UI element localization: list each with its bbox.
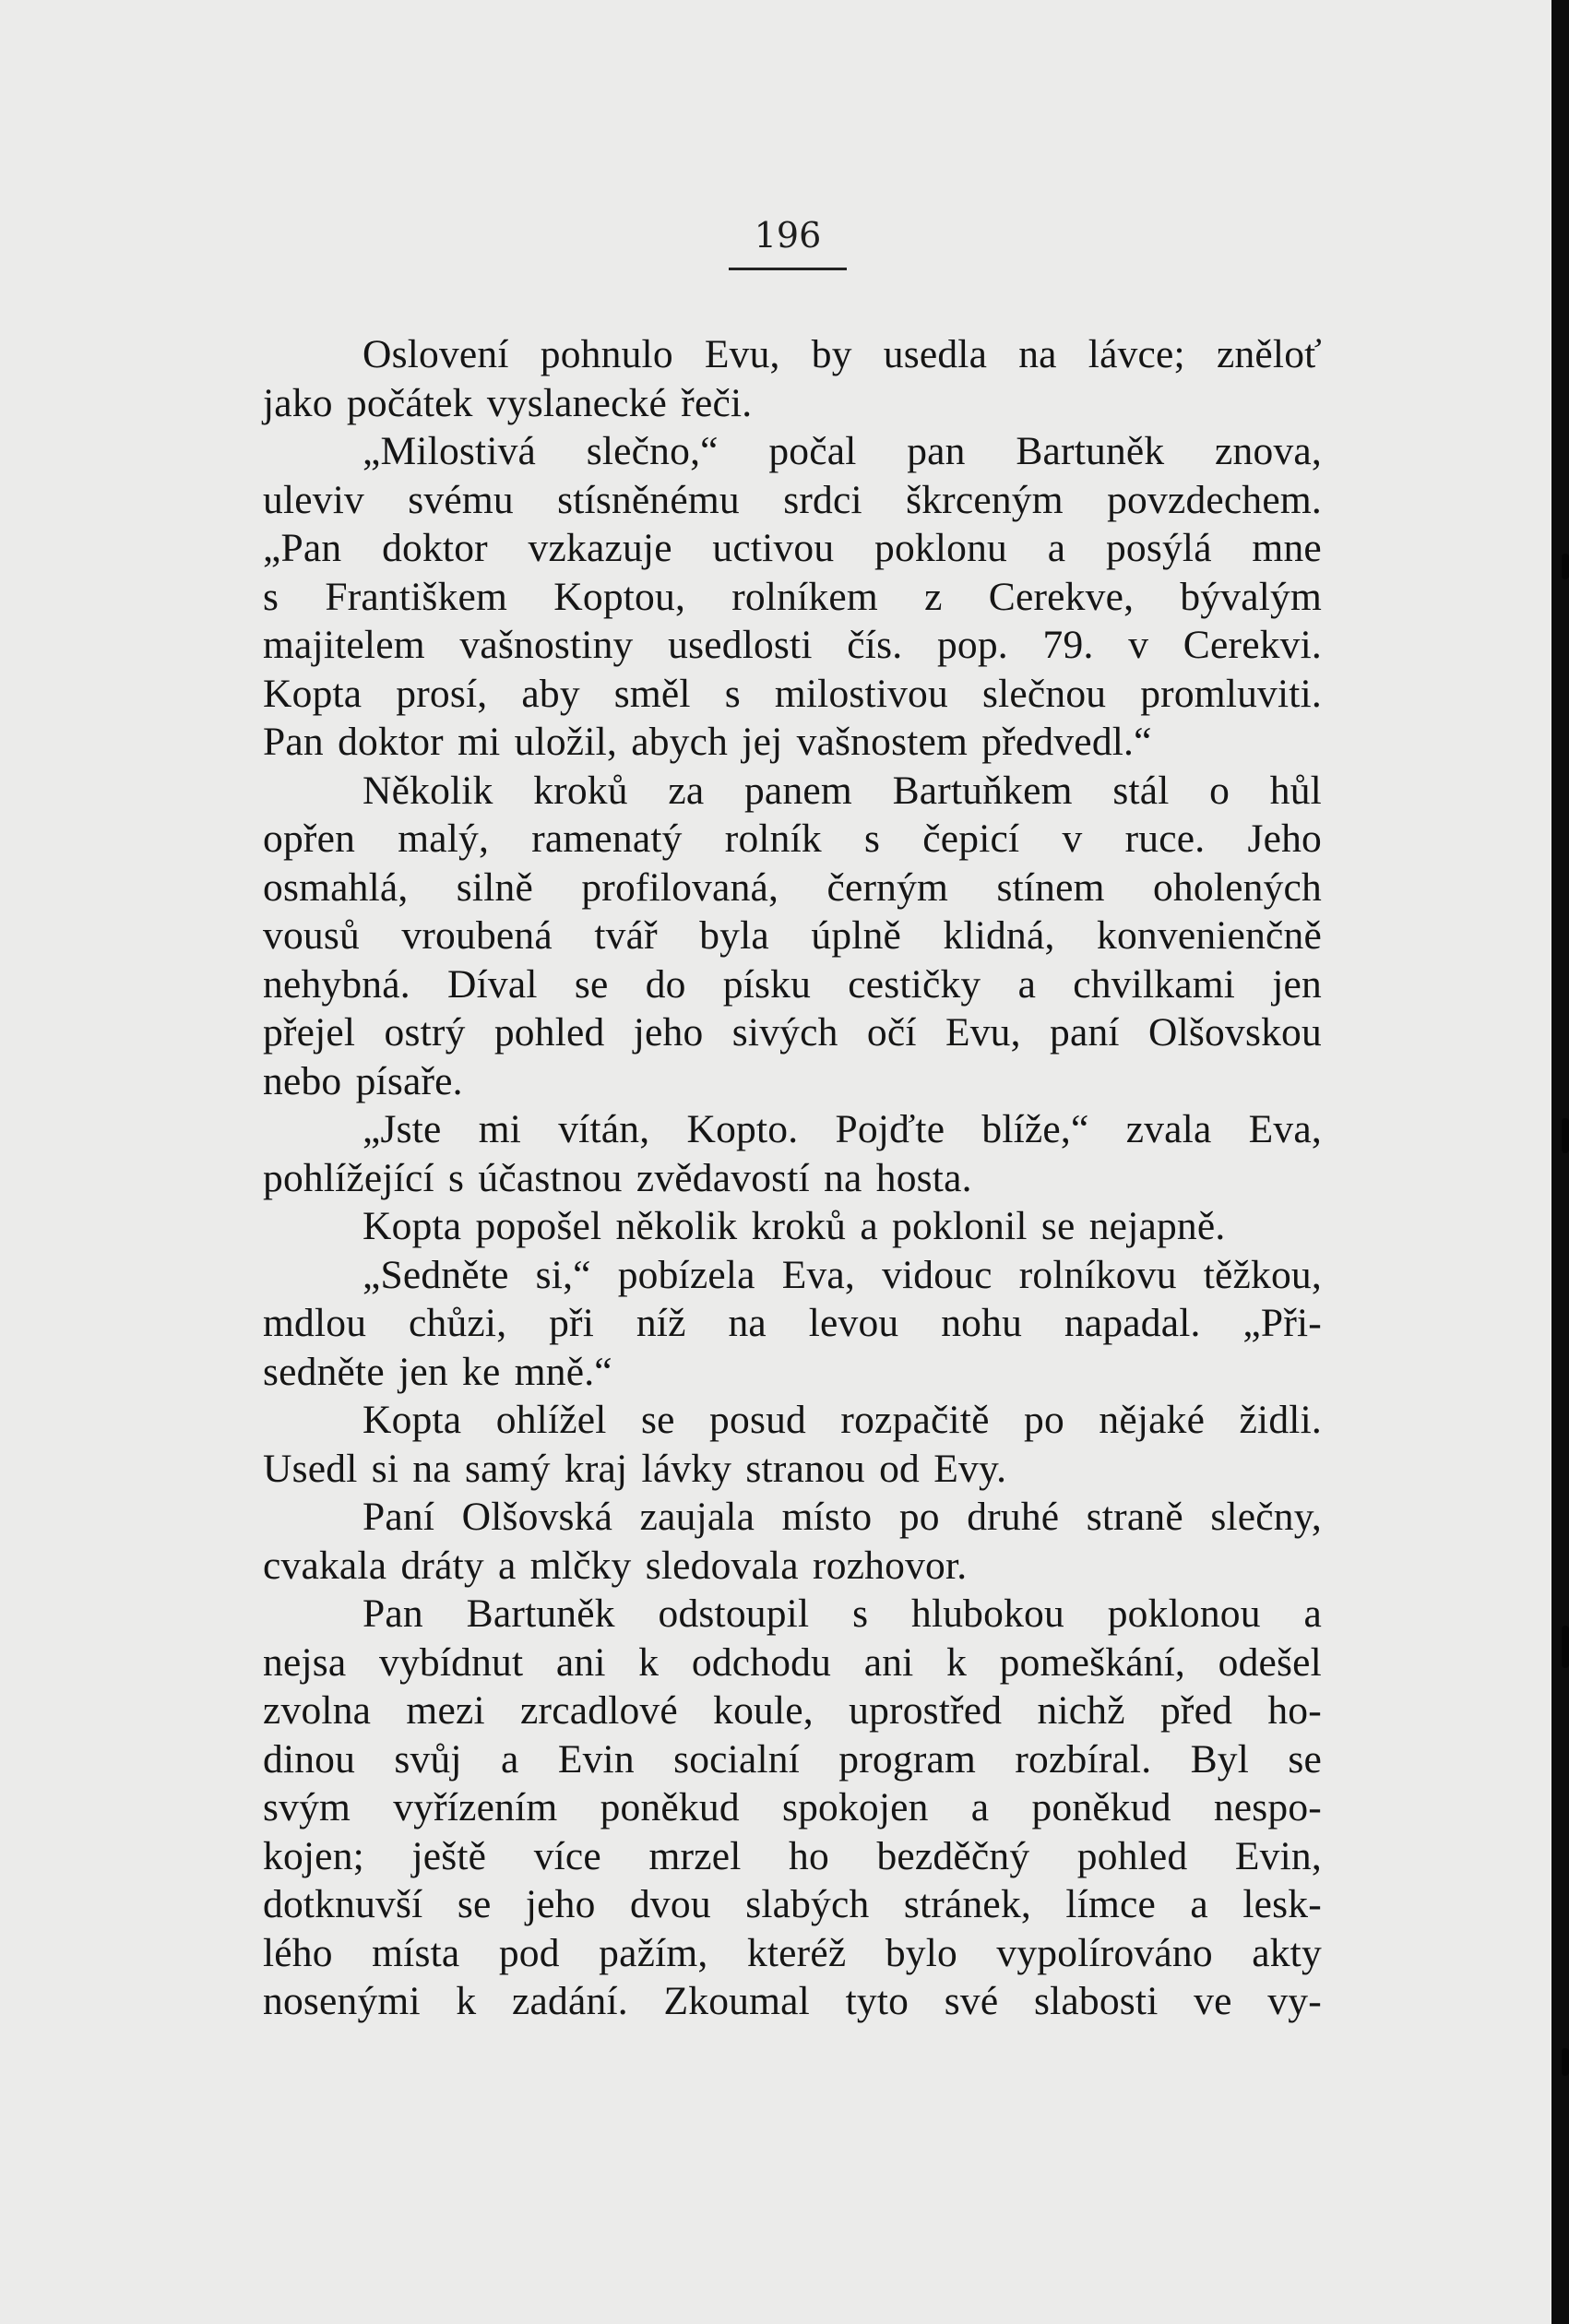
text-line: osmahlá, silně profilovaná, černým stínem oholených [263, 864, 1322, 910]
text-line: opřen malý, ramenatý rolník s čepicí v ruce. Jeho [263, 816, 1322, 861]
text-line: cvakala dráty a mlčky sledovala rozhovor. [263, 1543, 968, 1588]
text-line: majitelem vašnostiny usedlosti čís. pop. 79. v Cerekvi. [263, 623, 1322, 667]
scan-edge-mark [1562, 554, 1569, 579]
text-line: dotknuvší se jeho dvou slabých stránek, límce a lesk- [263, 1882, 1322, 1926]
text-line: Usedl si na samý kraj lávky stranou od Evy. [263, 1446, 1007, 1491]
scan-edge-mark [1562, 2048, 1569, 2076]
text-line: pohlížející s účastnou zvědavostí na hosta. [263, 1155, 972, 1200]
text-line: nebo písaře. [263, 1058, 463, 1103]
text-line: nosenými k zadání. Zkoumal tyto své slabosti ve vy- [263, 1979, 1322, 2023]
text-line: Pan doktor mi uložil, abych jej vašnostem předvedl.“ [263, 720, 1152, 764]
text-line: sedněte jen ke mně.“ [263, 1349, 612, 1394]
text-line: nejsa vybídnut ani k odchodu ani k pomeškání, odešel [263, 1639, 1322, 1685]
text-line: jako počátek vyslanecké řeči. [263, 380, 753, 425]
text-line: „Milostivá slečno,“ počal pan Bartuněk znova, [363, 429, 1322, 473]
text-line: „Sedněte si,“ pobízela Eva, vidouc rolníkovu těžkou, [363, 1252, 1322, 1297]
body-text [263, 330, 1322, 2026]
text-line: zvolna mezi zrcadlové koule, uprostřed nichž před ho- [263, 1688, 1322, 1733]
text-line: Paní Olšovská zaujala místo po druhé straně slečny, [363, 1495, 1322, 1539]
scan-edge-mark [1562, 1118, 1569, 1153]
page-number: 196 [754, 215, 822, 256]
text-line: s Františkem Koptou, rolníkem z Cerekve, bývalým [263, 574, 1322, 619]
text-line: uleviv svému stísněnému srdci škrceným povzdechem. [263, 477, 1322, 522]
scan-edge-mark [1562, 1626, 1569, 1668]
text-line: Oslovení pohnulo Evu, by usedla na lávce; zněloť [363, 332, 1322, 376]
text-line: přejel ostrý pohled jeho sivých očí Evu, paní Olšovskou [263, 1010, 1322, 1055]
header-rule [729, 268, 847, 270]
text-line: „Jste mi vítán, Kopto. Pojďte blíže,“ zvala Eva, [363, 1107, 1322, 1151]
text-line: vousů vroubená tvář byla úplně klidná, konvenienčně [263, 913, 1322, 958]
text-line: Kopta popošel několik kroků a poklonil se nejapně. [363, 1204, 1226, 1248]
text-line: Kopta prosí, aby směl s milostivou slečnou promluviti. [263, 671, 1322, 716]
text-line: Pan Bartuněk odstoupil s hlubokou poklonou a [363, 1591, 1322, 1636]
text-line: „Pan doktor vzkazuje uctivou poklonu a posýlá mne [263, 526, 1322, 570]
text-line: lého místa pod pažím, kteréž bylo vypolírováno akty [263, 1930, 1322, 1975]
text-line: kojen; ještě více mrzel ho bezděčný pohled Evin, [263, 1833, 1322, 1878]
text-line: dinou svůj a Evin socialní program rozbíral. Byl se [263, 1736, 1322, 1782]
text-line: Několik kroků za panem Bartuňkem stál o hůl [363, 768, 1322, 813]
text-line: mdlou chůzi, při níž na levou nohu napadal. „Při- [263, 1301, 1322, 1345]
text-line: nehybná. Díval se do písku cestičky a chvilkami jen [263, 961, 1322, 1007]
text-line: svým vyřízením poněkud spokojen a poněkud nespo- [263, 1785, 1322, 1829]
page-header [729, 215, 847, 270]
text-line: Kopta ohlížel se posud rozpačitě po nějaké židli. [363, 1398, 1322, 1442]
